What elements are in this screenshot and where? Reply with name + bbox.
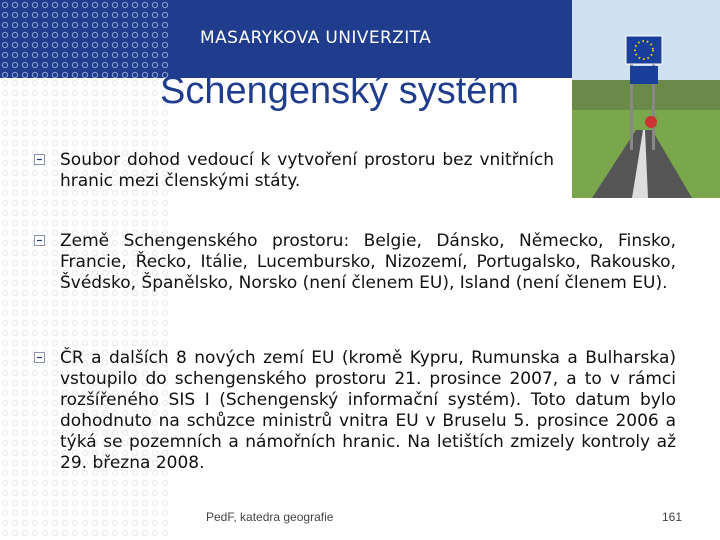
header-banner bbox=[0, 0, 572, 78]
schengen-sign-photo bbox=[572, 0, 720, 198]
checkbox-bullet-icon bbox=[34, 235, 45, 246]
dot-pattern bbox=[0, 0, 170, 78]
page-number: 161 bbox=[661, 510, 682, 524]
university-name: MASARYKOVA UNIVERZITA bbox=[200, 28, 432, 48]
bullet-text: ČR a dalších 8 nových zemí EU (kromě Kypru, Rumunska a Bulharska) vstoupilo do schengenského prostoru 21. prosince 2007, a to v rámci rozšířeného SIS I (Schengenský informační systém). Toto datum bylo dohodnuto na schůzce ministrů vnitra EU v Bruselu 5. prosince 2006 a týká se pozemních a námořních hranic. Na letištích zmizely kontroly až 29. března 2008. bbox=[60, 348, 676, 473]
bullet-text: Soubor dohod vedoucí k vytvoření prostoru bez vnitřních hranic mezi členskými státy. bbox=[60, 150, 554, 191]
list-item bbox=[34, 348, 676, 474]
list-item bbox=[34, 150, 554, 192]
footer-department: PedF, katedra geografie bbox=[206, 510, 334, 524]
checkbox-bullet-icon bbox=[34, 352, 45, 363]
checkbox-bullet-icon bbox=[34, 154, 45, 165]
bullet-text: Země Schengenského prostoru: Belgie, Dánsko, Německo, Finsko, Francie, Řecko, Itálie, Lucembursko, Nizozemí, Portugalsko, Rakousko, Švédsko, Španělsko, Norsko (není členem EU), Island (není členem EU). bbox=[60, 231, 676, 293]
slide-title: Schengenský systém bbox=[160, 70, 520, 112]
list-item bbox=[34, 231, 676, 294]
